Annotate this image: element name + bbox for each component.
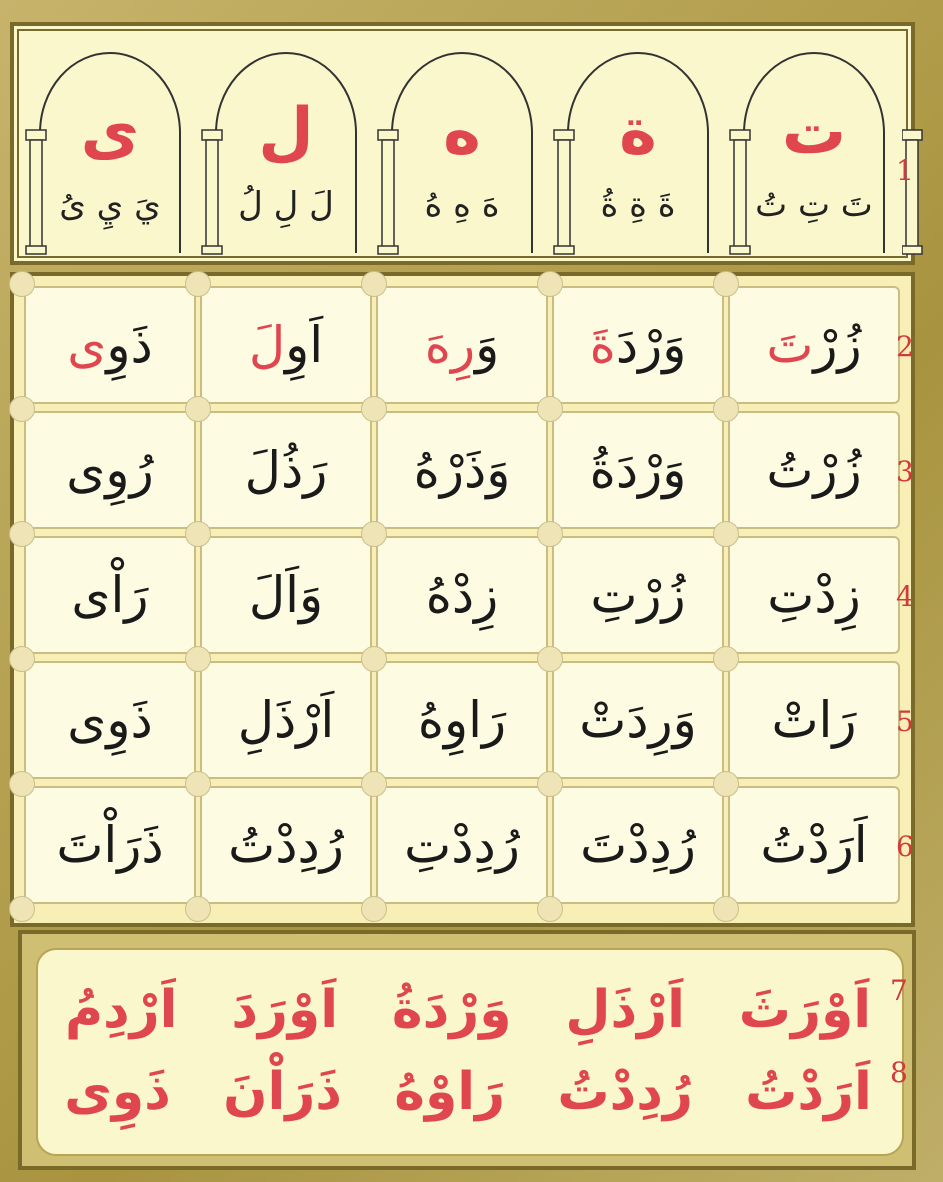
word-text: رُدِدْتُ [228,816,344,874]
row-number: 3 [896,455,914,488]
word-cell [24,286,196,404]
word-cell [728,286,900,404]
word-cell [24,661,196,779]
phrase-word: اَوْرَثَ [738,980,872,1040]
words-grid [24,286,914,911]
word-text: رَاوِهُ [417,691,507,749]
arch-letter-forms: يَ يِ ىُ [59,185,161,225]
grid-knob [713,646,739,672]
arch-cell [726,38,902,258]
word-text: رُوِى [66,441,154,499]
word-text: اَوِ [285,316,324,374]
grid-knob [185,521,211,547]
arch-letter: ت [781,95,847,169]
word-highlight: لَ [248,316,286,374]
phrase-word: اَرَدْتُ [745,1062,872,1122]
word-text: وَرِدَتْ [579,691,697,749]
word-cell [376,286,548,404]
word-cell [376,661,548,779]
word-cell [200,786,372,904]
grid-knob [713,896,739,922]
arch-letter-forms: هَ هِ هُ [424,185,500,225]
word-highlight: تَ [766,316,814,374]
row-number: 5 [896,705,914,738]
grid-knob [361,271,387,297]
row-number-8: 8 [890,1056,908,1089]
word-text: رُدِدْتَ [580,816,696,874]
phrases-frame [36,948,904,1156]
arch-letter-forms: لَ لِ لُ [238,185,334,225]
arch-cell [198,38,374,258]
grid-knob [361,396,387,422]
word-cell [376,411,548,529]
word-cell [24,786,196,904]
arch-letter: ى [80,95,140,169]
grid-knob [9,646,35,672]
grid-knob [361,646,387,672]
word-text: رَاتْ [771,691,857,749]
grid-knob [537,896,563,922]
words-grid-panel [10,272,915,927]
word-highlight: ى [67,316,107,374]
arch-cell [550,38,726,258]
word-cell [376,786,548,904]
phrase-word: اَرْدِمُ [64,980,178,1040]
word-text: وَذَرْهُ [413,441,511,499]
word-cell [552,786,724,904]
word-text: وَاَلَ [248,566,324,624]
grid-knob [537,271,563,297]
word-text: ذَوِى [67,691,153,749]
word-cell [200,536,372,654]
grid-knob [9,771,35,797]
grid-knob [185,896,211,922]
grid-knob [713,396,739,422]
word-text: اَرَدْتُ [760,816,868,874]
grid-knob [537,646,563,672]
word-cell [728,536,900,654]
grid-knob [9,896,35,922]
arch-cell [22,38,198,258]
grid-knob [361,896,387,922]
word-cell [552,411,724,529]
arch-letter: ه [443,95,481,169]
word-text: رَذُلَ [244,441,328,499]
grid-knob [185,646,211,672]
arch-letter-forms: ةَ ةِ ةُ [600,185,676,225]
word-cell [552,536,724,654]
word-cell [200,286,372,404]
arch-letter: ة [619,95,657,169]
word-text: وَ [475,316,500,374]
word-text: زِدْتِ [767,566,861,624]
word-text: رَاْى [71,566,149,624]
word-cell [552,661,724,779]
row-number-1: 1 [896,154,914,187]
grid-knob [361,771,387,797]
word-cell [728,661,900,779]
pillar [902,38,926,258]
phrase-word: اَوْرَدَ [231,980,339,1040]
word-text: زُرْتُ [766,441,862,499]
row-number: 4 [896,580,914,613]
row-number: 2 [896,330,914,363]
row-number-7: 7 [890,974,908,1007]
phrase-word: رَاوْهُ [394,1062,506,1122]
word-text: وَرْدَةُ [589,441,687,499]
arch-row [22,38,902,258]
word-text: ذَرَاْتَ [56,816,164,874]
grid-knob [185,271,211,297]
arch-cell [374,38,550,258]
word-cell [728,786,900,904]
word-text: ذَوِ [106,316,153,374]
word-text: اَرْذَلِ [237,691,335,749]
grid-knob [713,521,739,547]
word-cell [200,661,372,779]
word-cell [24,536,196,654]
grid-knob [361,521,387,547]
pillar-icon [902,38,926,258]
word-cell [728,411,900,529]
word-text: زُرْتِ [590,566,686,624]
grid-knob [9,396,35,422]
phrase-line-7 [38,980,898,1040]
grid-knob [9,271,35,297]
grid-knob [713,271,739,297]
word-cell [24,411,196,529]
phrase-word: رُدِدْتُ [557,1062,693,1122]
arch-letter-forms: تَ تِ تُ [755,185,873,225]
grid-knob [9,521,35,547]
phrase-word: ذَوِى [64,1062,171,1122]
row-number: 6 [896,830,914,863]
grid-knob [537,521,563,547]
grid-knob [537,771,563,797]
phrase-word: اَرْذَلِ [565,980,685,1040]
phrases-panel [18,930,916,1170]
grid-knob [537,396,563,422]
word-highlight: ةَ [589,316,616,374]
grid-knob [185,396,211,422]
word-cell [552,286,724,404]
word-text: وَرْدَ [615,316,687,374]
word-text: رُدِدْتِ [404,816,520,874]
phrase-line-8 [38,1062,898,1122]
letters-panel [10,22,915,265]
grid-knob [185,771,211,797]
grid-knob [713,771,739,797]
word-text: زُرْ [813,316,862,374]
arch-letter: ل [258,95,314,169]
word-highlight: رِهَ [424,316,476,374]
word-text: زِدْهُ [425,566,499,624]
phrase-word: ذَرَاْنَ [223,1062,342,1122]
word-cell [376,536,548,654]
word-cell [200,411,372,529]
phrase-word: وَرْدَةُ [391,980,512,1040]
